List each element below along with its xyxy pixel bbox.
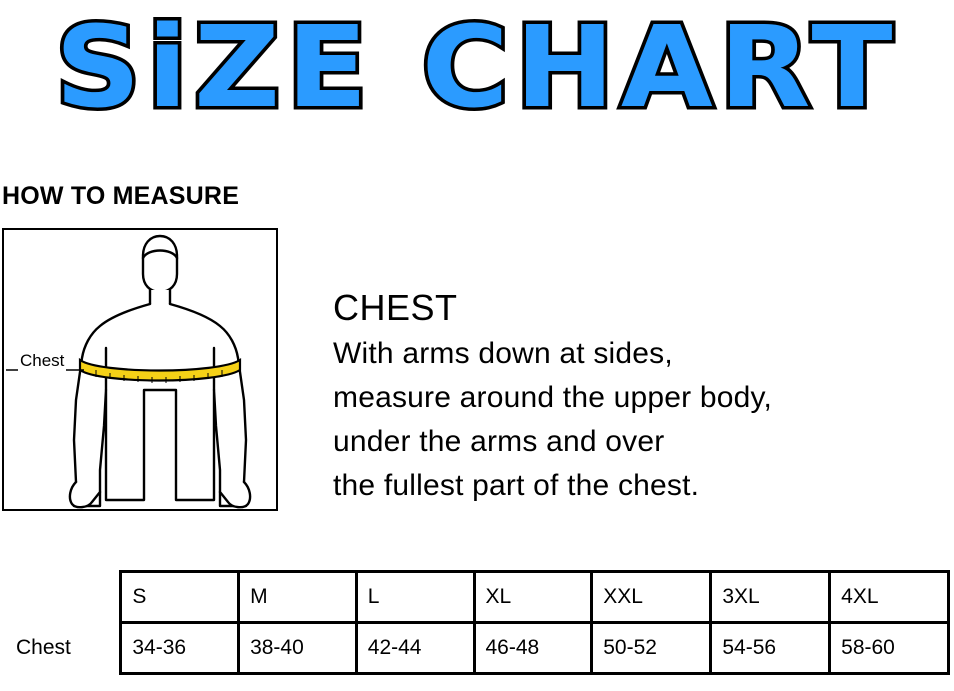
column-header-4xl: 4XL (830, 572, 949, 623)
cell-chest-l: 42-44 (356, 623, 474, 674)
cell-chest-4xl: 58-60 (830, 623, 949, 674)
cell-chest-xxl: 50-52 (592, 623, 711, 674)
description-body (333, 332, 943, 508)
cell-chest-s: 34-36 (121, 623, 239, 674)
row-label-chest: Chest (16, 636, 71, 659)
column-header-xxl: XXL (592, 572, 711, 623)
cell-chest-xl: 46-48 (474, 623, 592, 674)
description-line: the fullest part of the chest. (333, 469, 700, 502)
title-banner (0, 0, 954, 150)
cell-chest-3xl: 54-56 (711, 623, 830, 674)
how-to-measure-heading: HOW TO MEASURE (2, 182, 240, 210)
figure-chest-label: Chest (20, 351, 65, 370)
description-heading: CHEST (333, 287, 458, 328)
table-row (2, 623, 949, 674)
description-line: under the arms and over (333, 425, 665, 458)
column-header-xl: XL (474, 572, 592, 623)
description-line: measure around the upper body, (333, 381, 773, 414)
description-line: With arms down at sides, (333, 337, 673, 370)
column-header-m: M (239, 572, 357, 623)
page-title: SiZE CHART (55, 3, 899, 133)
size-chart-table (2, 570, 950, 675)
description-block (333, 286, 943, 508)
column-header-3xl: 3XL (711, 572, 830, 623)
cell-chest-m: 38-40 (239, 623, 357, 674)
table-corner-cell (2, 572, 121, 623)
column-header-l: L (356, 572, 474, 623)
table-header-row (2, 572, 949, 623)
column-header-s: S (121, 572, 239, 623)
